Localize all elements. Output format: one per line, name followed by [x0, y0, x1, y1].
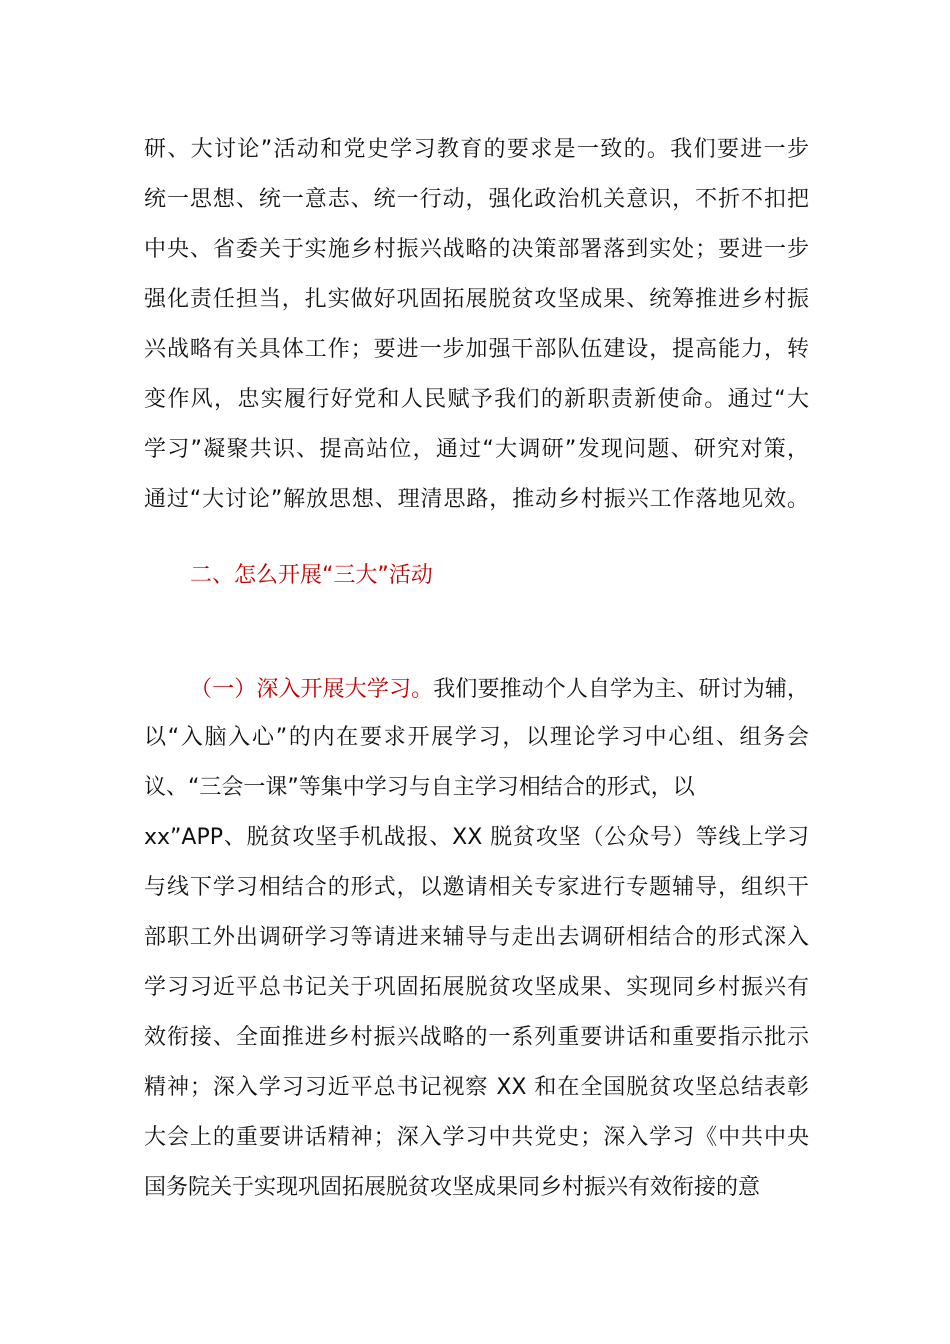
paragraph-line: 通过“大讨论”解放思想、理清思路，推动乡村振兴工作落地见效。 — [144, 487, 809, 512]
subsection-label: （一）深入开展大学习。 — [190, 677, 434, 702]
paragraph-line: 学习习近平总书记关于巩固拓展脱贫攻坚成果、实现同乡村振兴有 — [144, 975, 809, 1000]
paragraph-line: 兴战略有关具体工作；要进一步加强干部队伍建设，提高能力，转 — [144, 337, 809, 362]
paragraph-line: 与线下学习相结合的形式，以邀请相关专家进行专题辅导，组织干 — [144, 875, 809, 900]
paragraph-line: 部职工外出调研学习等请进来辅导与走出去调研相结合的形式深入 — [144, 925, 809, 950]
section-heading: 二、怎么开展“三大”活动 — [190, 563, 433, 588]
paragraph-line: 强化责任担当，扎实做好巩固拓展脱贫攻坚成果、统筹推进乡村振 — [144, 287, 809, 312]
subsection-first-line — [190, 675, 809, 705]
paragraph-line: 变作风，忠实履行好党和人民赋予我们的新职责新使命。通过“大 — [144, 387, 809, 412]
paragraph-text: 我们要推动个人自学为主、研讨为辅， — [433, 677, 809, 702]
paragraph-line: 效衔接、全面推进乡村振兴战略的一系列重要讲话和重要指示批示 — [144, 1025, 809, 1050]
paragraph-line: 议、“三会一课”等集中学习与自主学习相结合的形式，以 — [144, 775, 695, 800]
paragraph-line: 中央、省委关于实施乡村振兴战略的决策部署落到实处；要进一步 — [144, 237, 809, 262]
paragraph-line: 研、大讨论”活动和党史学习教育的要求是一致的。我们要进一步 — [144, 137, 809, 162]
paragraph-line: 统一思想、统一意志、统一行动，强化政治机关意识，不折不扣把 — [144, 187, 809, 212]
paragraph-line: 大会上的重要讲话精神；深入学习中共党史；深入学习《中共中央 — [144, 1125, 809, 1150]
paragraph-line: xx”APP、脱贫攻坚手机战报、XX 脱贫攻坚（公众号）等线上学习 — [144, 825, 809, 850]
paragraph-line: 以“入脑入心”的内在要求开展学习，以理论学习中心组、组务会 — [144, 725, 809, 750]
paragraph-line: 国务院关于实现巩固拓展脱贫攻坚成果同乡村振兴有效衔接的意 — [144, 1175, 761, 1200]
paragraph-line: 精神；深入学习习近平总书记视察 XX 和在全国脱贫攻坚总结表彰 — [144, 1075, 809, 1100]
paragraph-line: 学习”凝聚共识、提高站位，通过“大调研”发现问题、研究对策， — [144, 437, 809, 462]
